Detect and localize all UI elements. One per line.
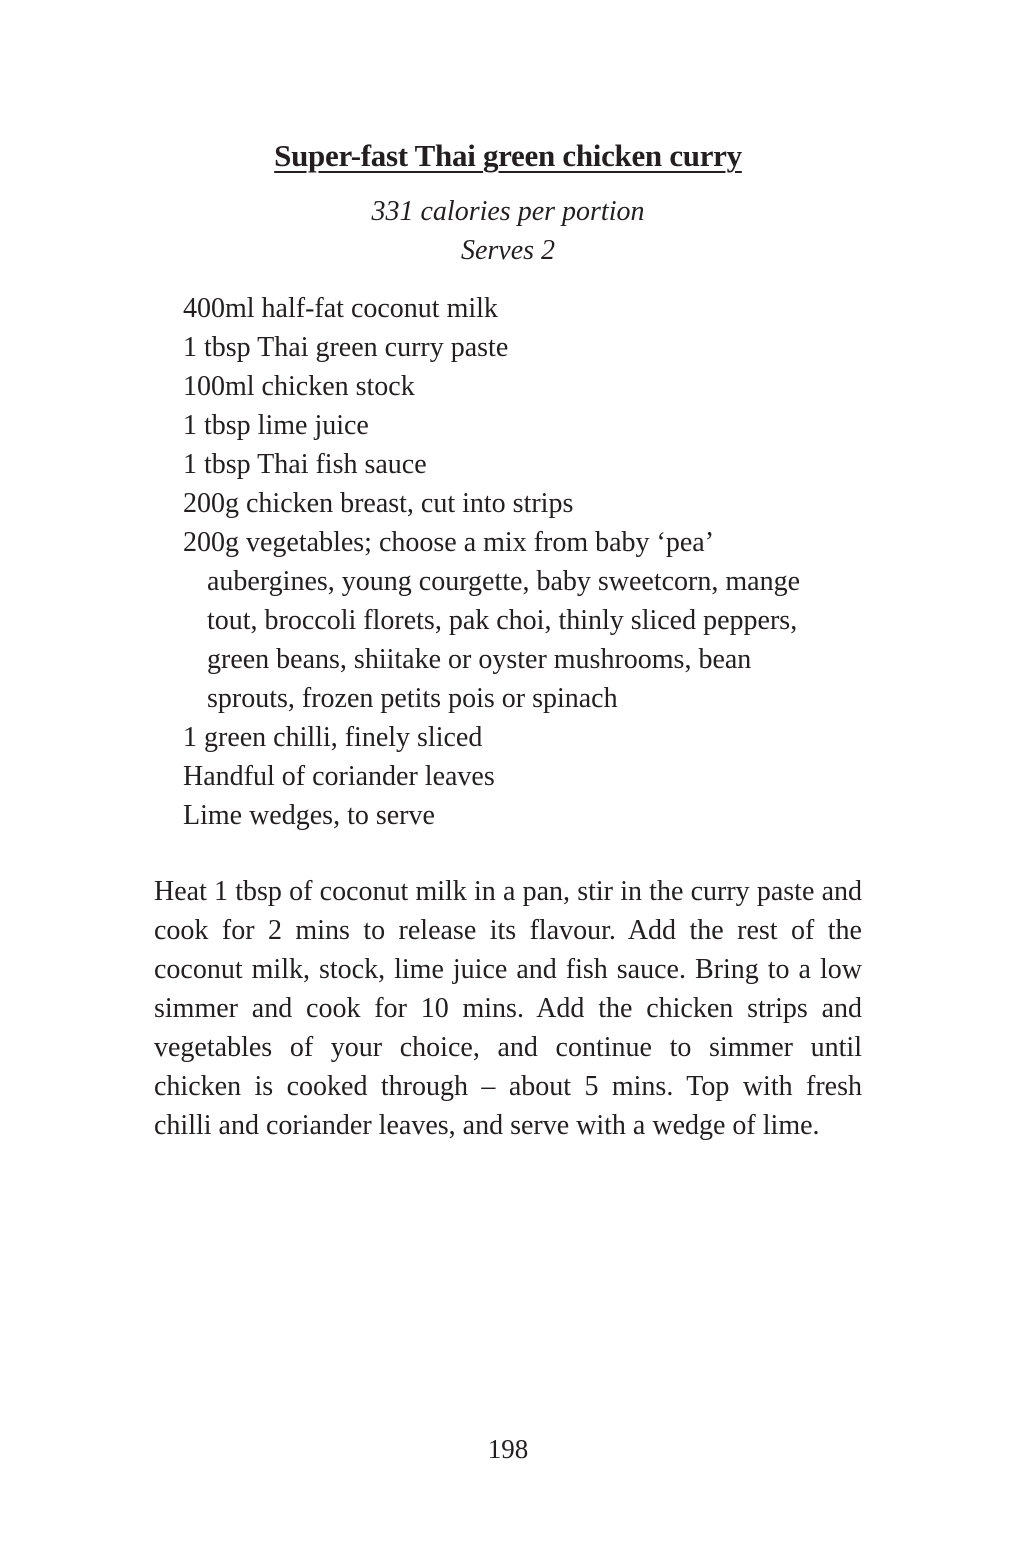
ingredient-item: Lime wedges, to serve: [183, 800, 435, 831]
recipe-title: Super-fast Thai green chicken curry: [274, 138, 742, 173]
ingredient-item: 200g chicken breast, cut into strips: [183, 488, 574, 519]
ingredient-item-continuation: aubergines, young courgette, baby sweetcorn, mange: [207, 566, 801, 597]
ingredient-item: 1 tbsp Thai green curry paste: [183, 332, 509, 363]
method-paragraph: Heat 1 tbsp of coconut milk in a pan, stir in the curry paste and cook for 2 mins to release its flavour. Add the rest of the coconut milk, stock, lime juice and fish sauce. Bring to a low simmer and cook for 10 mins. Add the chicken strips and vegetables of your choice, and continue to simmer until chicken is cooked through – about 5 mins. Top with fresh chilli and coriander leaves, and serve with a wedge of lime.: [154, 876, 862, 1141]
ingredient-item: 1 tbsp Thai fish sauce: [183, 449, 427, 480]
ingredient-list: [183, 289, 883, 835]
calories-per-portion: 331 calories per portion: [371, 196, 645, 227]
servings: Serves 2: [460, 235, 556, 266]
ingredient-item-continuation: green beans, shiitake or oyster mushrooms, bean: [207, 644, 752, 675]
ingredient-item-continuation: sprouts, frozen petits pois or spinach: [207, 683, 618, 714]
ingredient-item: Handful of coriander leaves: [183, 761, 495, 792]
page-number: 198: [487, 1434, 529, 1464]
ingredient-item: 1 tbsp lime juice: [183, 410, 369, 441]
ingredient-item: 200g vegetables; choose a mix from baby ‘pea’: [183, 527, 715, 558]
ingredient-item-continuation: tout, broccoli florets, pak choi, thinly sliced peppers,: [207, 605, 798, 636]
ingredient-item: 100ml chicken stock: [183, 371, 415, 402]
ingredient-item: 400ml half-fat coconut milk: [183, 293, 498, 324]
ingredient-item: 1 green chilli, finely sliced: [183, 722, 483, 753]
